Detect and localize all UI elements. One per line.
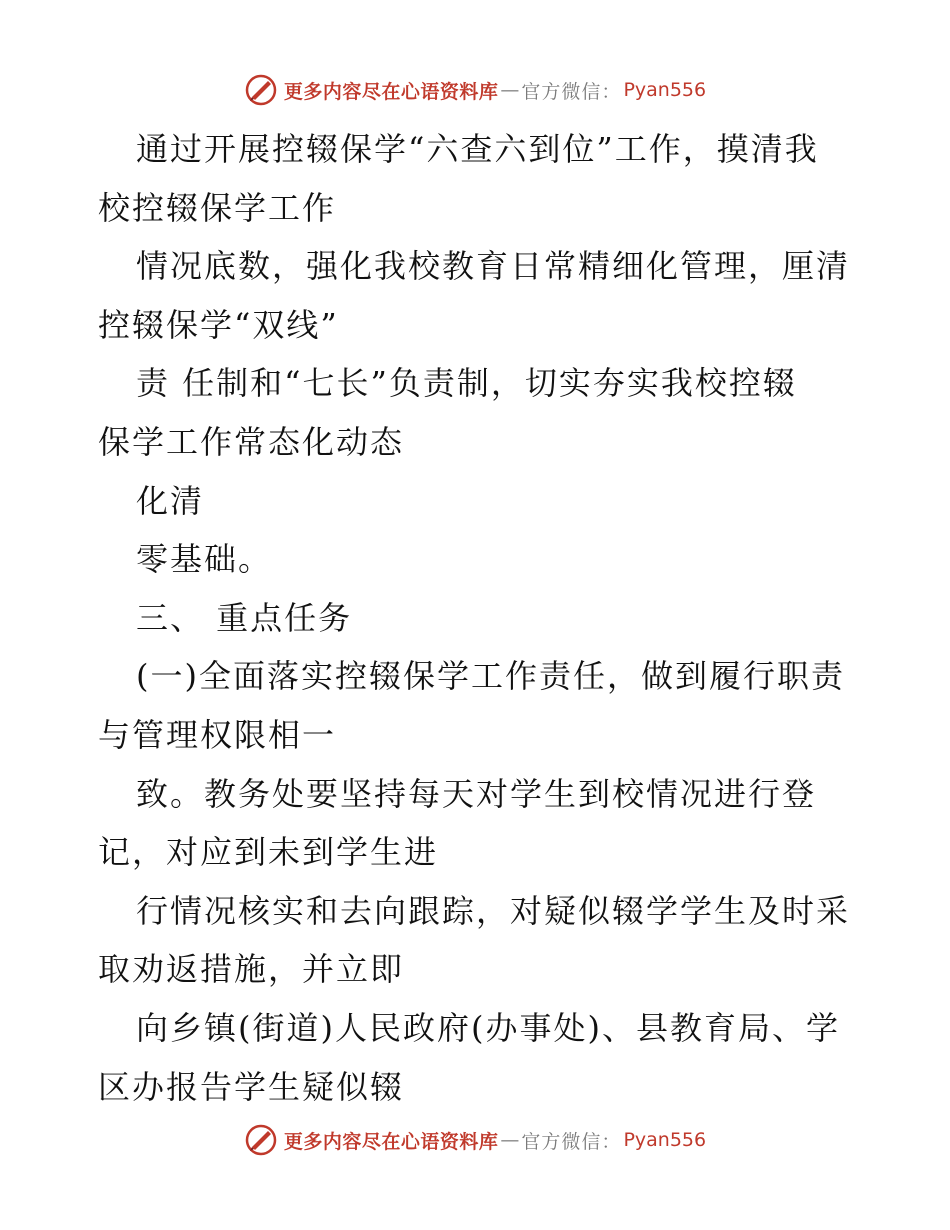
- watermark-text: 更多内容尽在心语资料库: [283, 1130, 499, 1153]
- text-line: 保学工作常态化动态: [98, 422, 405, 461]
- watermark-label: 官方微信：: [521, 80, 622, 103]
- text-line: 情况底数，强化我校教育日常精细化管理，厘清: [136, 247, 851, 286]
- pen-logo-icon: [244, 73, 278, 107]
- text-line: 三、 重点任务: [136, 598, 353, 637]
- text-line: 校控辍保学工作: [98, 188, 337, 227]
- text-line: (一)全面落实控辍保学工作责任，做到履行职责: [136, 657, 845, 696]
- watermark-dash: —: [500, 79, 520, 101]
- text-line: 零基础。: [136, 540, 273, 579]
- text-line: 责 任制和“七长”负责制，切实夯实我校控辍: [136, 364, 797, 403]
- watermark-text: 更多内容尽在心语资料库: [283, 80, 499, 103]
- document-body: [98, 120, 858, 1116]
- watermark-dash: —: [500, 1129, 520, 1151]
- header-watermark: [0, 70, 950, 110]
- text-line: 化清: [136, 481, 205, 520]
- watermark-label: 官方微信：: [521, 1130, 622, 1153]
- text-line: 与管理权限相一: [98, 715, 337, 754]
- text-line: 致。教务处要坚持每天对学生到校情况进行登: [136, 774, 817, 813]
- text-line: 通过开展控辍保学“六查六到位”工作，摸清我: [136, 130, 819, 168]
- text-line: 取劝返措施，并立即: [98, 950, 405, 989]
- text-line: 记，对应到未到学生进: [98, 833, 439, 872]
- watermark-id: Pyan556: [623, 1129, 707, 1151]
- text-line: 控辍保学“双线”: [98, 305, 339, 344]
- pen-logo-icon: [244, 1123, 278, 1157]
- footer-watermark: [0, 1120, 950, 1160]
- text-line: 向乡镇(街道)人民政府(办事处)、县教育局、学: [136, 1008, 840, 1047]
- text-line: 区办报告学生疑似辍: [98, 1067, 405, 1106]
- text-line: 行情况核实和去向跟踪，对疑似辍学学生及时采: [136, 891, 851, 930]
- watermark-id: Pyan556: [623, 79, 707, 101]
